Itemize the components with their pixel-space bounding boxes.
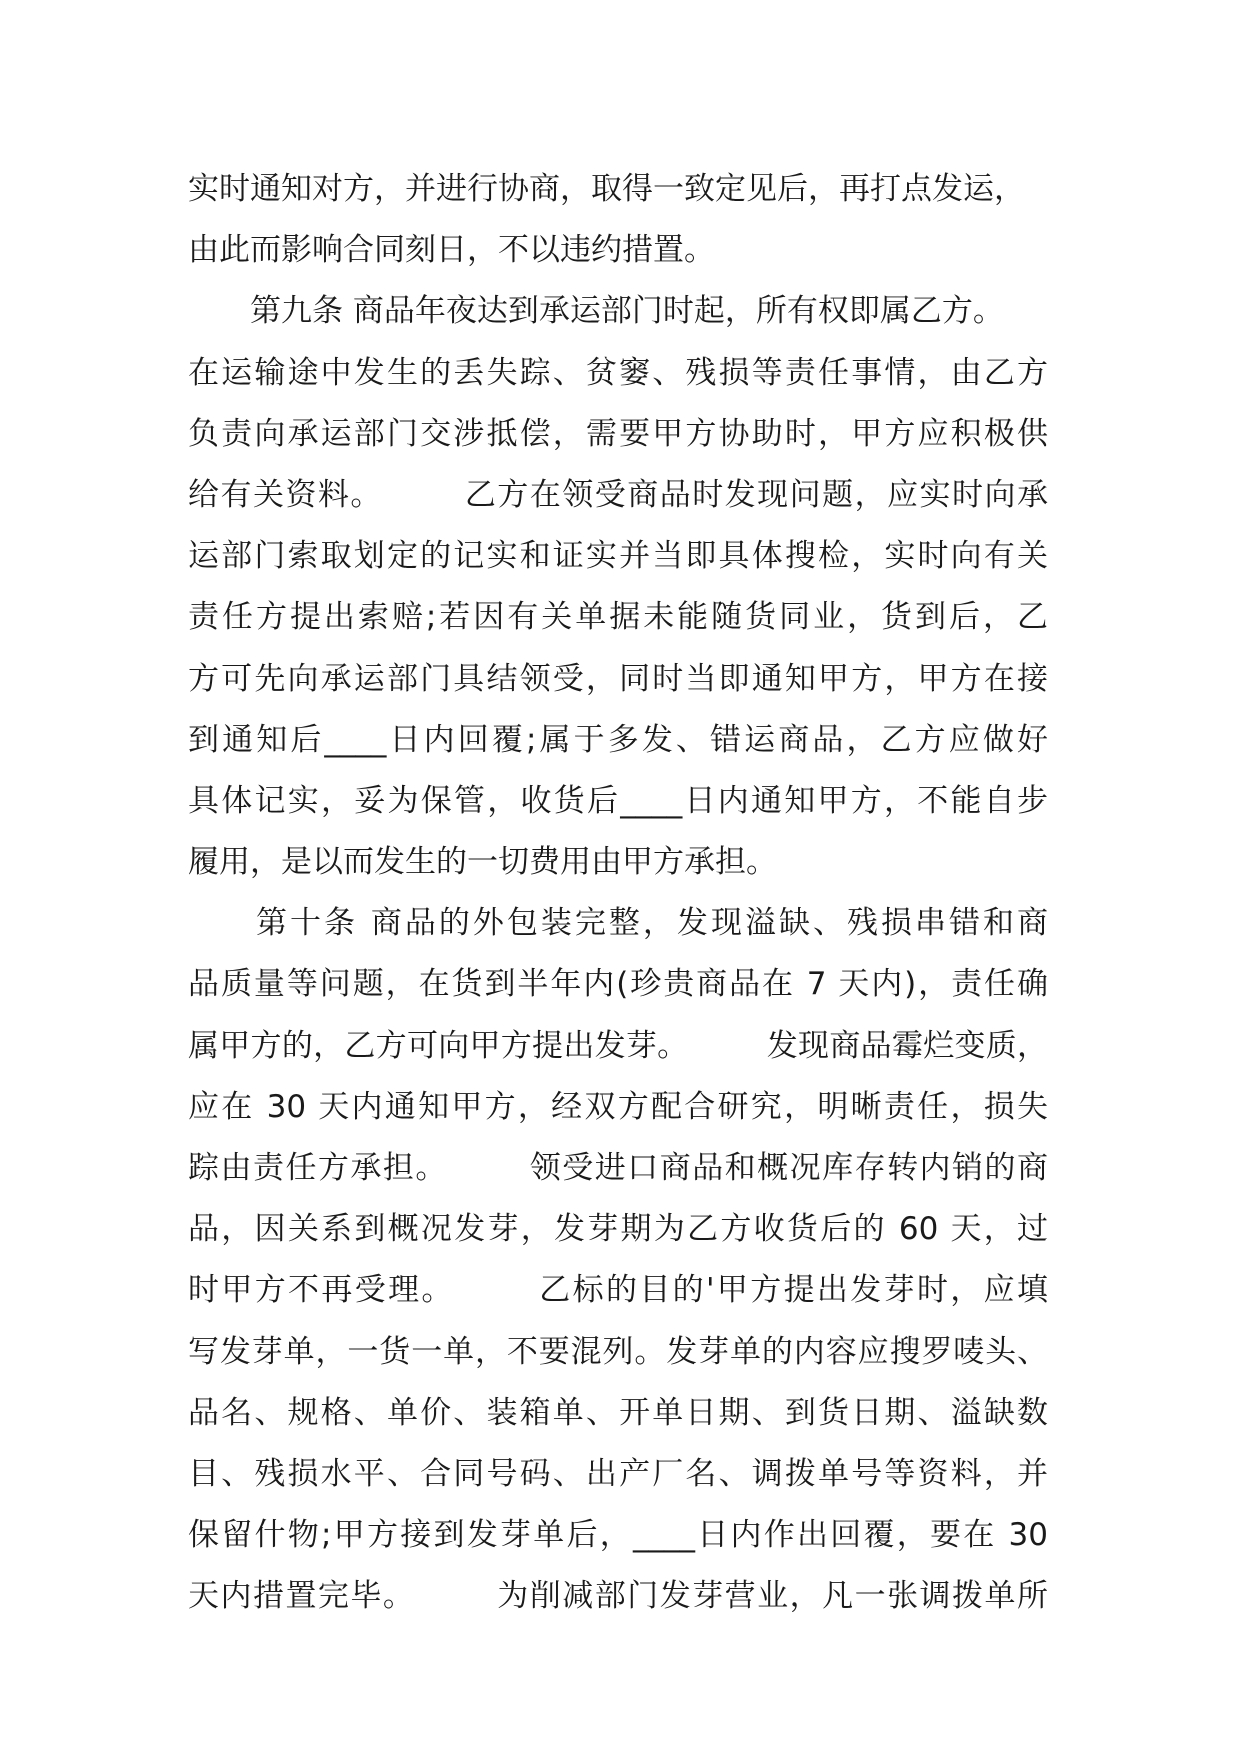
text-line: 第九条 商品年夜达到承运部门时起，所有权即属乙方。 [188,293,1004,330]
text-line: 运部门索取划定的记实和证实并当即具体搜检，实时向有关 [188,538,1048,575]
text-line: 应在 30 天内通知甲方，经双方配合研究，明晰责任，损失 [188,1088,1048,1125]
text-line: 写发芽单，一货一单，不要混列。发芽单的内容应搜罗唛头、 [188,1333,1048,1370]
text-line: 踪由责任方承担。 领受进口商品和概况库存转内销的商 [188,1150,1048,1186]
text-line: 负责向承运部门交涉抵偿，需要甲方协助时，甲方应积极供 [188,415,1048,452]
document-body [188,159,1048,1628]
text-line: 由此而影响合同刻日，不以违约措置。 [188,232,715,269]
text-line: 品名、规格、单价、装箱单、开单日期、到货日期、溢缺数 [188,1394,1048,1431]
text-line: 在运输途中发生的丢失踪、贫窭、残损等责任事情，由乙方 [188,354,1048,391]
text-line: 方可先向承运部门具结领受，同时当即通知甲方，甲方在接 [188,660,1048,697]
text-line: 具体记实，妥为保管，收货后____日内通知甲方，不能自步 [188,782,1048,819]
text-line: 保留什物;甲方接到发芽单后，____日内作出回覆，要在 30 [188,1517,1048,1554]
text-line: 责任方提出索赔;若因有关单据未能随货同业，货到后，乙 [188,599,1048,636]
text-line: 到通知后____日内回覆;属于多发、错运商品，乙方应做好 [188,721,1048,758]
text-line: 第十条 商品的外包装完整，发现溢缺、残损串错和商 [188,905,1048,942]
text-line: 目、残损水平、合同号码、出产厂名、调拨单号等资料，并 [188,1455,1048,1492]
text-line: 品，因关系到概况发芽，发芽期为乙方收货后的 60 天，过 [188,1211,1048,1248]
text-line: 履用，是以而发生的一切费用由甲方承担。 [188,844,777,881]
text-line: 实时通知对方，并进行协商，取得一致定见后，再打点发运， [188,171,1025,207]
text-line: 时甲方不再受理。 乙标的目的'甲方提出发芽时，应填 [188,1272,1048,1309]
text-line: 天内措置完毕。 为削减部门发芽营业，凡一张调拨单所 [188,1578,1048,1615]
text-line: 品质量等问题，在货到半年内(珍贵商品在 7 天内)，责任确 [188,966,1048,1003]
text-line: 给有关资料。 乙方在领受商品时发现问题，应实时向承 [188,476,1048,513]
text-line: 属甲方的，乙方可向甲方提出发芽。 发现商品霉烂变质， [188,1027,1048,1064]
